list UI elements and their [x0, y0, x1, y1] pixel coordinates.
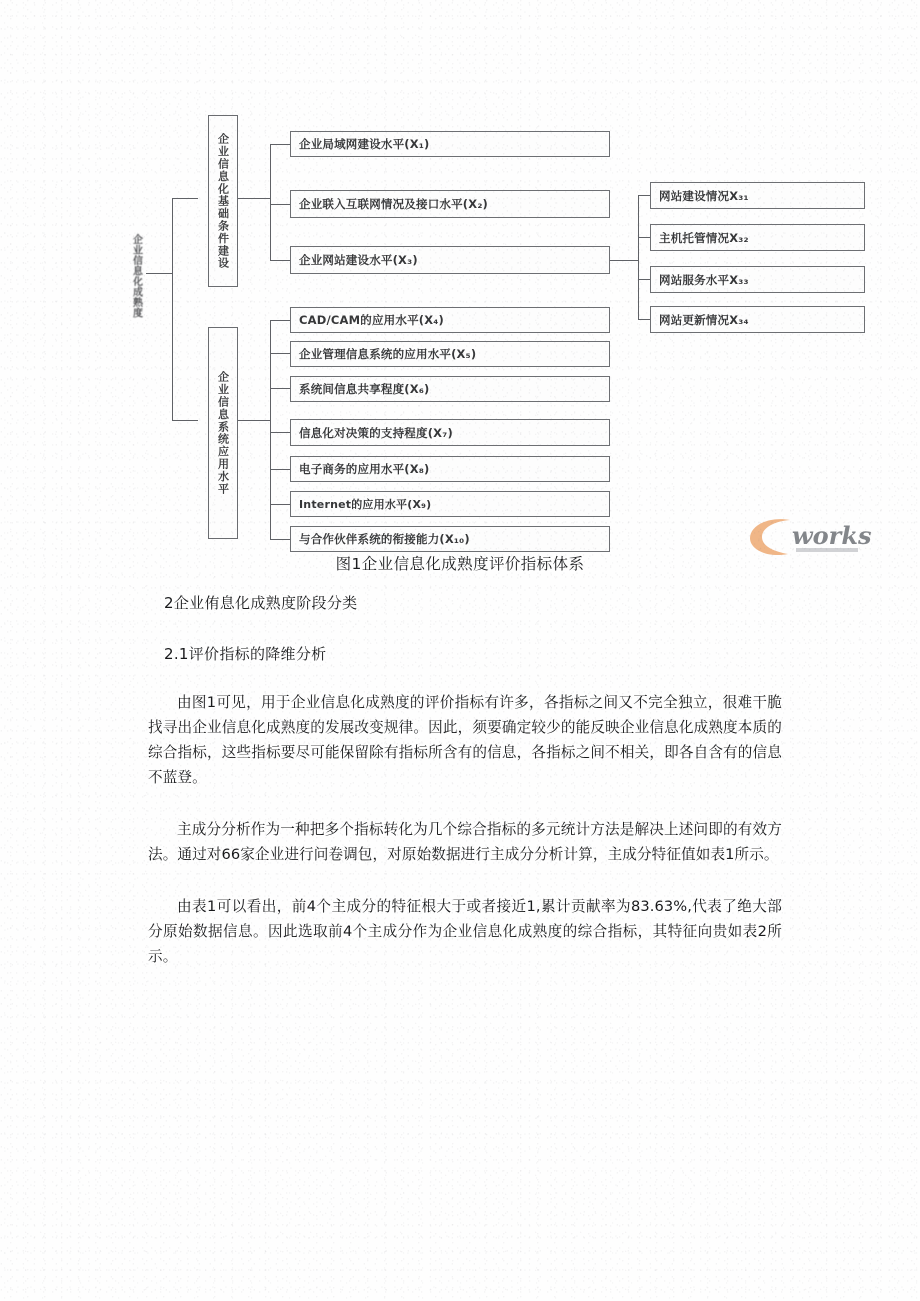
connector-root-to-group1	[172, 198, 198, 199]
figure-caption: 图1企业信息化成熟度评价指标体系	[335, 555, 585, 573]
heading-section-2-1: 2.1评价指标的降维分析	[164, 645, 327, 663]
diagram-indicator-x1-label: 企业局域网建设水平(X₁)	[299, 137, 430, 151]
diagram-indicator-x5	[290, 341, 610, 367]
connector-group2-to-x4	[270, 320, 290, 321]
connector-group1-stub	[238, 198, 270, 199]
diagram-root-label-text: 企业信息化成熟度	[130, 234, 142, 318]
connector-x3-stub	[610, 260, 638, 261]
connector-x3-to-x32	[638, 237, 650, 238]
eworks-e-swoosh-icon	[750, 519, 790, 555]
diagram-subindicator-x33	[650, 266, 865, 293]
connector-x3-to-x34	[638, 319, 650, 320]
diagram-subindicator-x32	[650, 224, 865, 251]
connector-root-stub	[146, 273, 172, 274]
diagram-indicator-x6	[290, 376, 610, 402]
diagram-indicator-x7-label: 信息化对决策的支持程度(X₇)	[299, 425, 453, 440]
connector-group1-to-x2	[270, 204, 290, 205]
connector-group1-to-x3	[270, 260, 290, 261]
figure-tree-diagram	[0, 0, 920, 565]
connector-root-spine	[172, 198, 173, 420]
diagram-group-box-1	[208, 115, 238, 287]
diagram-indicator-x10-label: 与合作伙伴系统的衔接能力(X₁₀)	[299, 532, 470, 546]
paragraph-2: 主成分分析作为一种把多个指标转化为几个综合指标的多元统计方法是解决上述问即的有效方法。通过对66家企业进行问卷调包，对原始数据进行主成分分析计算，主成分特征值如表1所示。	[148, 821, 782, 863]
diagram-indicator-x4	[290, 307, 610, 333]
diagram-subindicator-x33-label: 网站服务水平X₃₃	[659, 272, 749, 287]
diagram-indicator-x3-label: 企业网站建设水平(X₃)	[299, 253, 418, 267]
heading-section-2: 2企业侑息化成熟度阶段分类	[164, 594, 358, 612]
diagram-indicator-x2-label: 企业联入互联网情况及接口水平(X₂)	[299, 197, 489, 211]
diagram-subindicator-x34-label: 网站更新情况X₃₄	[659, 312, 749, 327]
diagram-group-box-1-label: 企业信息化基础条件建设	[216, 132, 230, 270]
diagram-indicator-x8-label: 电子商务的应用水平(X₈)	[299, 462, 430, 476]
diagram-indicator-x9	[290, 491, 610, 517]
diagram-subindicator-x34	[650, 306, 865, 333]
connector-group2-to-x9	[270, 504, 290, 505]
connector-group2-to-x5	[270, 353, 290, 354]
diagram-group-box-2-label: 企业信息系统应用水平	[216, 371, 230, 495]
connector-group1-spine	[270, 144, 271, 260]
diagram-indicator-x3	[290, 246, 610, 274]
diagram-indicator-x1	[290, 131, 610, 157]
connector-group2-to-x7	[270, 432, 290, 433]
paragraph-3: 由表1可以看出，前4个主成分的特征根大于或者接近1,累计贡献率为83.63%,代表了绝大部分原始数据信息。因此选取前4个主成分作为企业信息化成熟度的综合指标，其特征向贵如表2所示。	[148, 898, 782, 965]
connector-x3-spine	[638, 195, 639, 319]
connector-root-to-group2	[172, 420, 198, 421]
connector-group2-to-x10	[270, 539, 290, 540]
connector-x3-to-x33	[638, 279, 650, 280]
diagram-subindicator-x31-label: 网站建设情况X₃₁	[659, 188, 749, 203]
document-body	[148, 592, 782, 969]
connector-group2-to-x8	[270, 469, 290, 470]
connector-x3-to-x31	[638, 195, 650, 196]
diagram-indicator-x7	[290, 419, 610, 446]
diagram-indicator-x2	[290, 190, 610, 218]
diagram-subindicator-x31	[650, 182, 865, 209]
connector-group1-to-x1	[270, 144, 290, 145]
diagram-indicator-x10	[290, 526, 610, 552]
diagram-root-label	[126, 216, 146, 336]
paragraph-1: 由图1可见，用于企业信息化成熟度的评价指标有许多，各指标之间又不完全独立，很难干脆找寻出企业信息化成熟度的发展改变规律。因此，须要确定较少的能反映企业信息化成熟度本质的综合指标，这些指标要尽可能保留除有指标所含有的信息，各指标之间不相关，即各自含有的信息不蓝登。	[148, 694, 782, 786]
diagram-subindicator-x32-label: 主机托管情况X₃₂	[659, 230, 749, 245]
diagram-group-box-2	[208, 327, 238, 539]
diagram-indicator-x6-label: 系统间信息共享程度(X₆)	[299, 382, 430, 396]
connector-group2-stub	[238, 420, 270, 421]
eworks-wordmark-text: works	[792, 521, 872, 550]
connector-group2-to-x6	[270, 388, 290, 389]
diagram-indicator-x9-label: Internet的应用水平(X₉)	[299, 498, 432, 511]
diagram-indicator-x8	[290, 456, 610, 482]
diagram-indicator-x4-label: CAD/CAM的应用水平(X₄)	[299, 313, 444, 327]
diagram-indicator-x5-label: 企业管理信息系统的应用水平(X₅)	[299, 347, 477, 361]
